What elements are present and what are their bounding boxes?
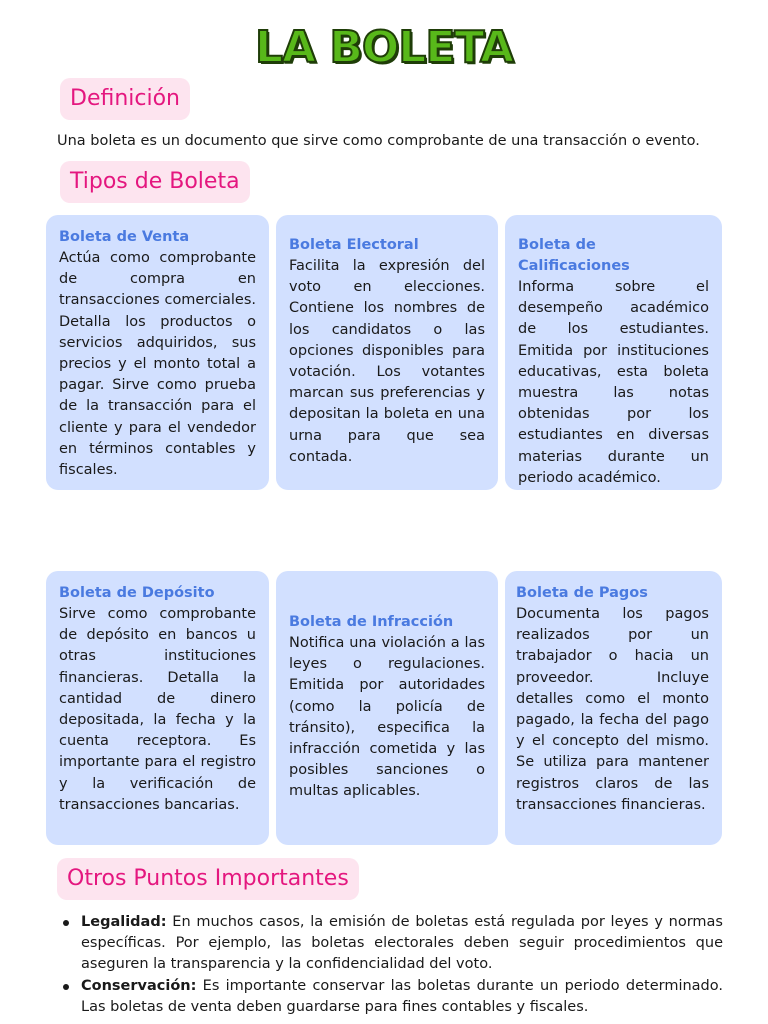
- card-text: Actúa como comprobante de compra en transacciones comerciales. Detalla los productos o servicios adquiridos, sus precios y el monto total a pagar. Sirve como prueba de la transacción para el cliente y para el vendedor en términos contables y fiscales.: [59, 250, 256, 479]
- card-text: Facilita la expresión del voto en elecciones. Contiene los nombres de los candidatos o las opciones disponibles para votación. Los votantes marcan sus preferencias y depositan la boleta en una urna para que sea contada.: [289, 258, 485, 465]
- bullet-icon: [63, 920, 69, 926]
- point-label: Legalidad:: [81, 914, 167, 930]
- point-label: Conservación:: [81, 977, 197, 994]
- card-boleta-pagos: [505, 571, 722, 845]
- card-title: Boleta de Venta: [59, 229, 190, 245]
- definicion-heading: Definición: [60, 78, 190, 120]
- tipos-heading: Tipos de Boleta: [60, 161, 250, 203]
- definicion-text: Una boleta es un documento que sirve como comprobante de una transacción o evento.: [57, 133, 700, 149]
- bullet-icon: [63, 984, 69, 990]
- card-boleta-calificaciones: [505, 215, 722, 490]
- page-title: LA BOLETA: [254, 22, 514, 73]
- point-text: En muchos casos, la emisión de boletas está regulada por leyes y normas específicas. Por ejemplo, las boletas electorales deben seguir procedimientos que aseguren la transparencia y la confidencialidad del voto.: [81, 914, 723, 973]
- list-item: [57, 976, 723, 1018]
- point-text: Es importante conservar las boletas durante un periodo determinado. Las boletas de venta deben guardarse para fines contables y fiscales.: [81, 977, 723, 1015]
- card-title: Boleta Electoral: [289, 237, 419, 253]
- card-boleta-infraccion: [276, 571, 498, 845]
- card-boleta-electoral: [276, 215, 498, 490]
- card-text: Notifica una violación a las leyes o regulaciones. Emitida por autoridades (como la policía de tránsito), especifica la infracción cometida y las posibles sanciones o multas aplicables.: [289, 635, 485, 800]
- card-boleta-venta: [46, 215, 269, 490]
- card-boleta-deposito: [46, 571, 269, 845]
- otros-heading: Otros Puntos Importantes: [57, 858, 359, 900]
- card-title: Boleta de Depósito: [59, 585, 215, 601]
- card-text: Sirve como comprobante de depósito en bancos u otras instituciones financieras. Detalla la cantidad de dinero depositada, la fecha y la cuenta receptora. Es importante para el registro y la verificación de transacciones bancarias.: [59, 606, 256, 813]
- card-title: Boleta de Pagos: [516, 585, 648, 601]
- list-item: [57, 912, 723, 976]
- card-text: Documenta los pagos realizados por un trabajador o hacia un proveedor. Incluye detalles como el monto pagado, la fecha del pago y el concepto del mismo. Se utiliza para mantener registros claros de las transacciones financieras.: [516, 606, 709, 813]
- card-title: Boleta de Infracción: [289, 614, 454, 630]
- card-text: Informa sobre el desempeño académico de los estudiantes. Emitida por instituciones educativas, esta boleta muestra las notas obtenidas por los estudiantes en diversas materias durante un periodo académico.: [518, 279, 709, 486]
- points-list: [57, 912, 723, 1018]
- card-title: Boleta de Calificaciones: [518, 237, 630, 274]
